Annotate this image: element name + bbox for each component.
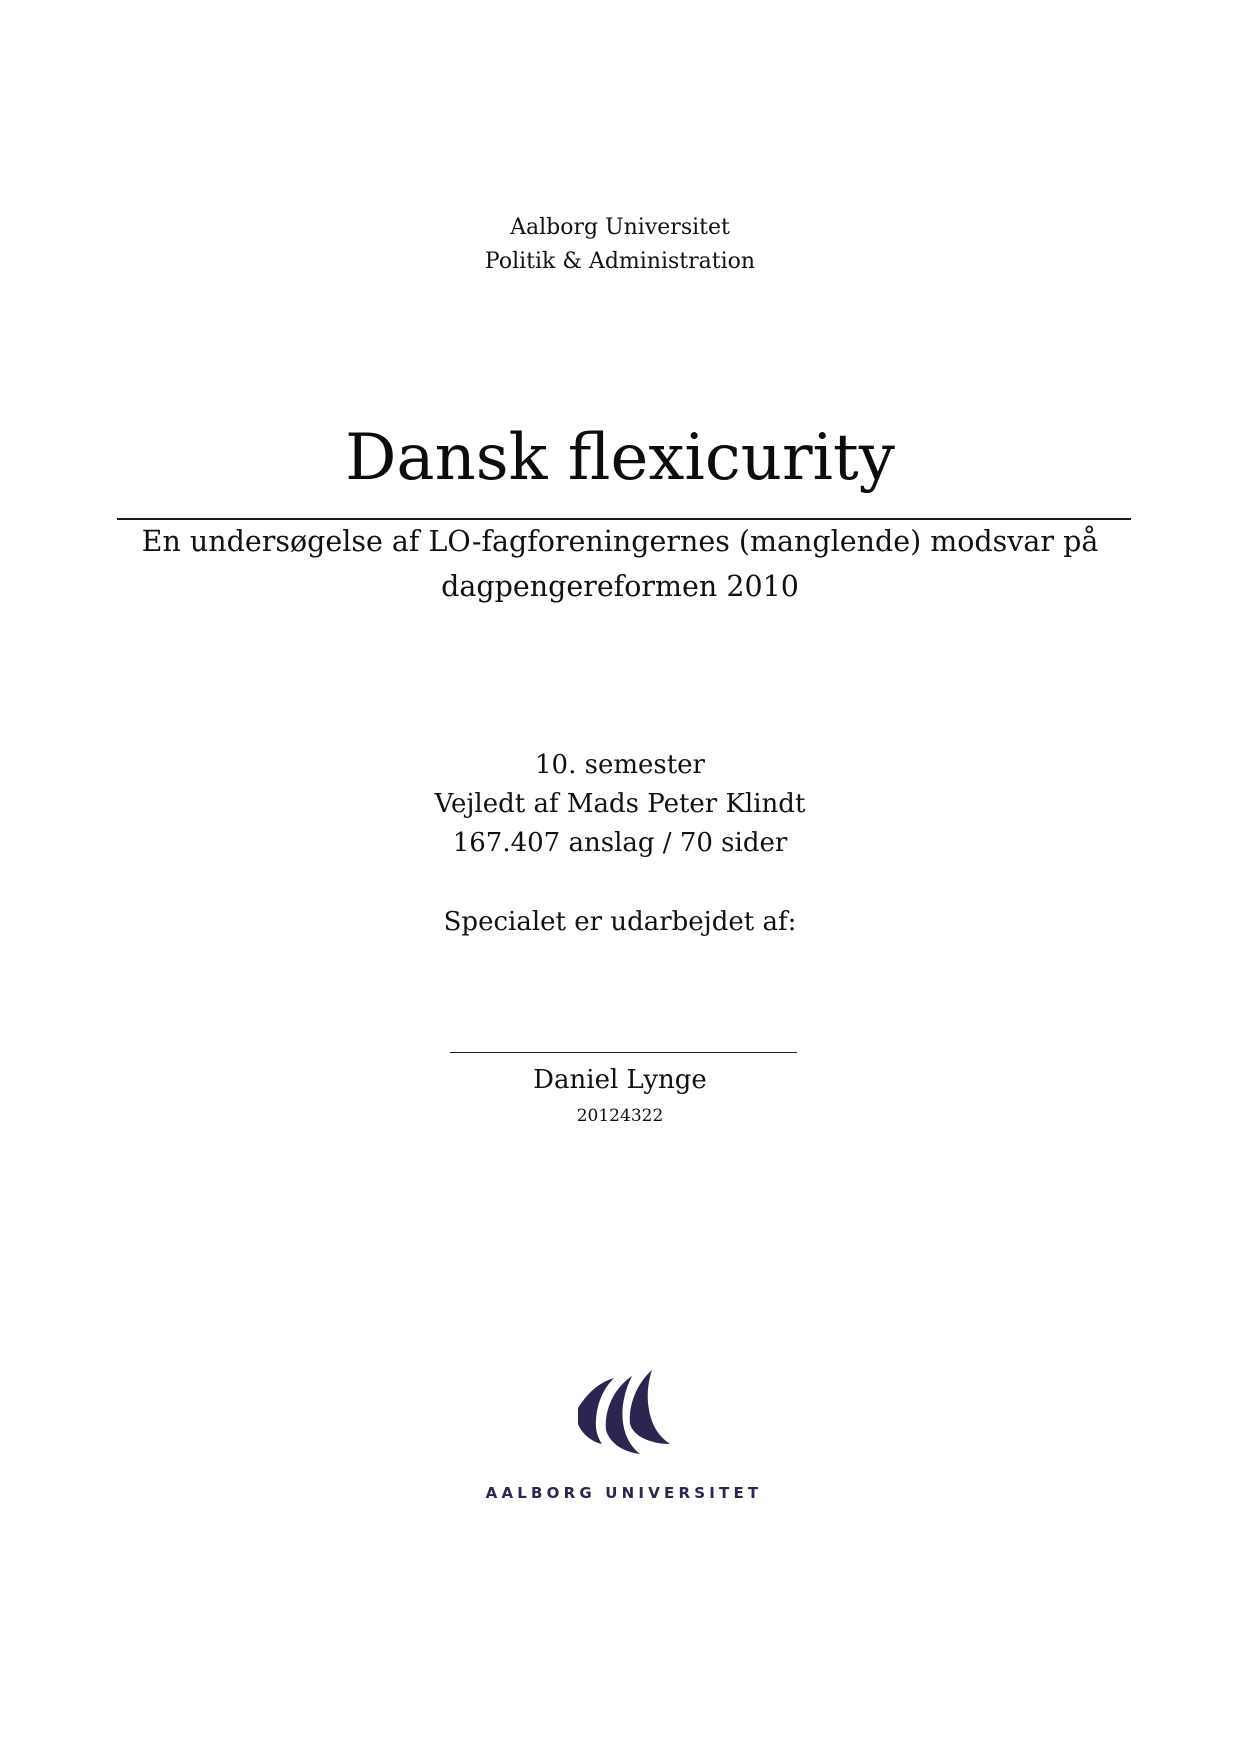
subtitle-line-2: dagpengereformen 2010 <box>441 570 799 603</box>
document-title: Dansk flexicurity <box>345 421 895 495</box>
university-name: Aalborg Universitet <box>510 215 730 240</box>
supervisor-text: Vejledt af Mads Peter Klindt <box>434 789 806 819</box>
page-count-text: 167.407 anslag / 70 sider <box>452 828 788 858</box>
prepared-by-text: Specialet er udarbejdet af: <box>443 907 797 937</box>
author-name: Daniel Lynge <box>533 1065 707 1095</box>
student-id: 20124322 <box>576 1106 664 1126</box>
title-divider <box>117 518 1131 520</box>
subtitle-line-1: En undersøgelse af LO-fagforeningernes (manglende) modsvar på <box>141 525 1099 558</box>
department-name: Politik & Administration <box>484 249 756 274</box>
aalborg-university-logo-icon <box>570 1368 680 1458</box>
logo-wordmark: AALBORG UNIVERSITET <box>485 1484 763 1502</box>
signature-line <box>450 1052 797 1053</box>
semester-text: 10. semester <box>535 750 705 780</box>
